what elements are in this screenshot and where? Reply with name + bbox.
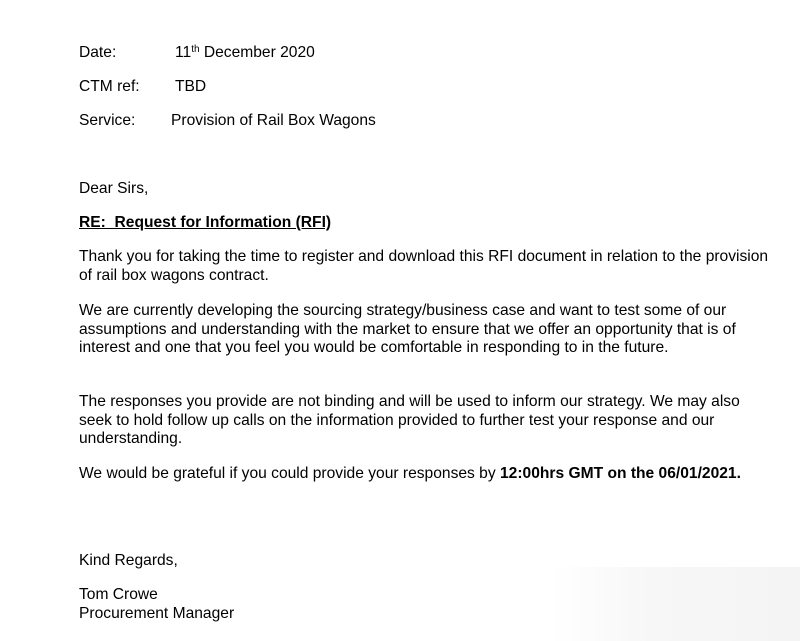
date-ordinal-suffix: th [191,44,200,55]
body-paragraph: The responses you provide are not binding and will be used to inform our strategy. We may also seek to hold follow up calls on the information provided to further test your response and our understanding. [79,393,740,447]
deadline-date: 12:00hrs GMT on the 06/01/2021. [499,465,741,482]
ctm-ref-label: CTM ref: [79,78,140,95]
deadline-intro: We would be grateful if you could provide your responses by [79,465,500,482]
date-row [79,43,315,63]
date-day: 11 [175,44,192,61]
signature-name: Tom Crowe [79,586,158,603]
service-value: Provision of Rail Box Wagons [171,112,376,129]
signature-title: Procurement Manager [79,605,235,622]
closing: Kind Regards, [79,552,178,569]
corner-shading [550,567,800,641]
salutation: Dear Sirs, [79,180,149,197]
date-label: Date: [79,44,117,61]
service-label: Service: [79,112,136,129]
service-row [79,111,376,131]
subject-line: RE: Request for Information (RFI) [79,214,332,231]
body-paragraph: Thank you for taking the time to register and download this RFI document in relation to the provision of rail box wagons contract. [79,248,769,284]
date-value [175,43,315,63]
ctm-ref-row [79,77,207,97]
date-month-year: December 2020 [199,44,315,61]
body-paragraph: We are currently developing the sourcing strategy/business case and want to test some of our assumptions and understanding with the market to ensure that we offer an opportunity that is of interest and one that you feel you would be comfortable in responding to in the future. [79,302,736,356]
deadline-paragraph [79,465,769,484]
ctm-ref-value: TBD [175,78,207,95]
